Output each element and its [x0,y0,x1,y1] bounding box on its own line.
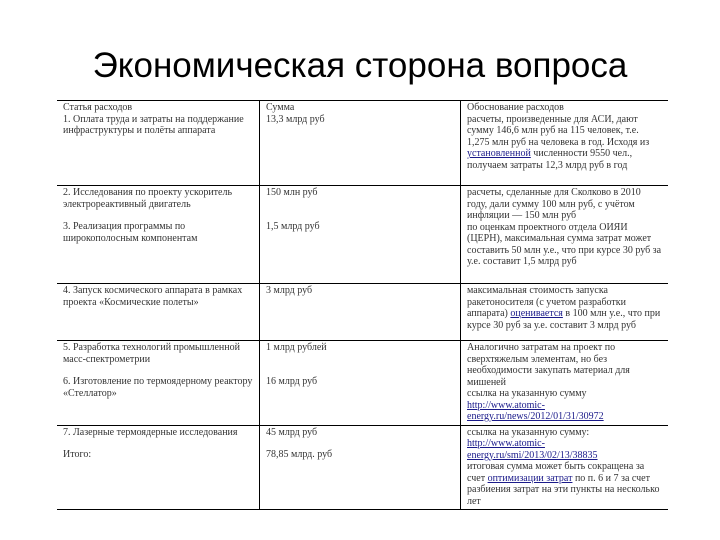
expense-item: 7. Лазерные термоядерные исследования [63,426,238,438]
expenses-table [57,100,668,510]
basis-cell [461,341,669,426]
sum-cell [260,341,461,426]
expense-sum: 1 млрд рублей [266,342,327,353]
expense-sum: 78,85 млрд. руб [266,449,333,460]
table-row [57,101,668,186]
basis-fragment: расчеты, сделанные для Сколково в 2010 году, дали сумму 100 млн руб, с учётом инфляции — 150 млн руб [467,187,641,221]
expense-item: Итого: [63,449,92,460]
basis-cell [461,101,669,186]
basis-fragment: максимальная стоимость запуска ракетоносителя (с учетом разработки аппарата) [467,285,626,319]
expense-sum: 1,5 млрд руб [266,220,320,232]
basis-fragment: в 100 млн у.е., что при курсе 30 руб за у.е. составит 3 млрд руб [467,308,661,331]
reference-link[interactable]: установленной [467,148,531,159]
basis-cell [461,284,669,341]
basis-fragment: ссылка на указанную сумму [467,388,587,399]
expense-sum: 16 млрд руб [266,375,318,387]
expense-item: 6. Изготовление по термоядерному реактору «Стеллатор» [63,376,253,399]
expense-item: 5. Разработка технологий промышленной масс-спектрометрии [63,342,240,365]
expense-item: 1. Оплата труда и затраты на поддержание инфраструктуры и полёты аппарата [63,113,244,136]
item-cell [57,101,260,186]
basis-text [467,461,662,507]
item-cell [57,284,260,341]
header-basis: Обоснование расходов [467,102,564,113]
basis-fragment: численности 9550 чел., получаем затраты 12,3 млрд руб в год [467,148,633,171]
table-row [57,186,668,284]
reference-link[interactable]: http://www.atomic-energy.ru/smi/2013/02/13/38835 [467,438,598,461]
expense-item: 3. Реализация программы по широкополосным компонентам [63,221,198,244]
slide-title: Экономическая сторона вопроса [92,46,628,85]
basis-cell [461,186,669,284]
basis-text [467,388,662,423]
reference-link[interactable]: http://www.atomic-energy.ru/news/2012/01/31/30972 [467,399,604,422]
basis-text [467,187,662,222]
reference-link[interactable]: оценивается [510,308,563,319]
basis-fragment: итоговая сумма может быть сокращена за счет [467,461,645,484]
item-cell [57,425,260,510]
header-sum: Сумма [266,102,295,113]
basis-fragment: расчеты, произведенные для АСИ, дают сумму 146,6 млн руб на 115 человек, т.е. 1,275 млн руб на человека в год. Исходя из [467,113,650,148]
sum-cell [260,101,461,186]
basis-fragment: Аналогично затратам на проект по сверхтяжелым элементам, но без необходимости закупать материал для мишеней [467,342,630,388]
table-row [57,284,668,341]
header-item: Статья расходов [63,102,133,113]
basis-text [467,427,662,462]
basis-cell [461,425,669,510]
item-cell [57,186,260,284]
basis-text [467,342,662,388]
basis-text [467,285,662,331]
basis-fragment: по п. 6 и 7 за счет разбиения затрат на эти пункты на несколько лет [467,472,660,507]
table-row [57,425,668,510]
expense-sum: 150 млн руб [266,187,318,198]
basis-fragment: по оценкам проектного отдела ОИЯИ (ЦЕРН), максимальная сумма затрат может составить 50 млн у.е., что при курсе 30 руб за у.е. составит 1,5 млрд руб [467,221,662,267]
expense-item: 2. Исследования по проекту ускоритель электрореактивный двигатель [63,187,233,210]
expense-sum: 13,3 млрд руб [266,113,325,125]
expense-sum: 45 млрд руб [266,426,318,438]
basis-text [467,222,662,268]
table-row [57,341,668,426]
sum-cell [260,425,461,510]
expense-sum: 3 млрд руб [266,285,313,296]
reference-link[interactable]: оптимизации затрат [487,472,573,484]
expense-item: 4. Запуск космического аппарата в рамках проекта «Космические полеты» [63,285,243,308]
basis-text [467,114,662,172]
sum-cell [260,284,461,341]
basis-fragment: ссылка на указанную сумму: [467,426,590,438]
sum-cell [260,186,461,284]
item-cell [57,341,260,426]
